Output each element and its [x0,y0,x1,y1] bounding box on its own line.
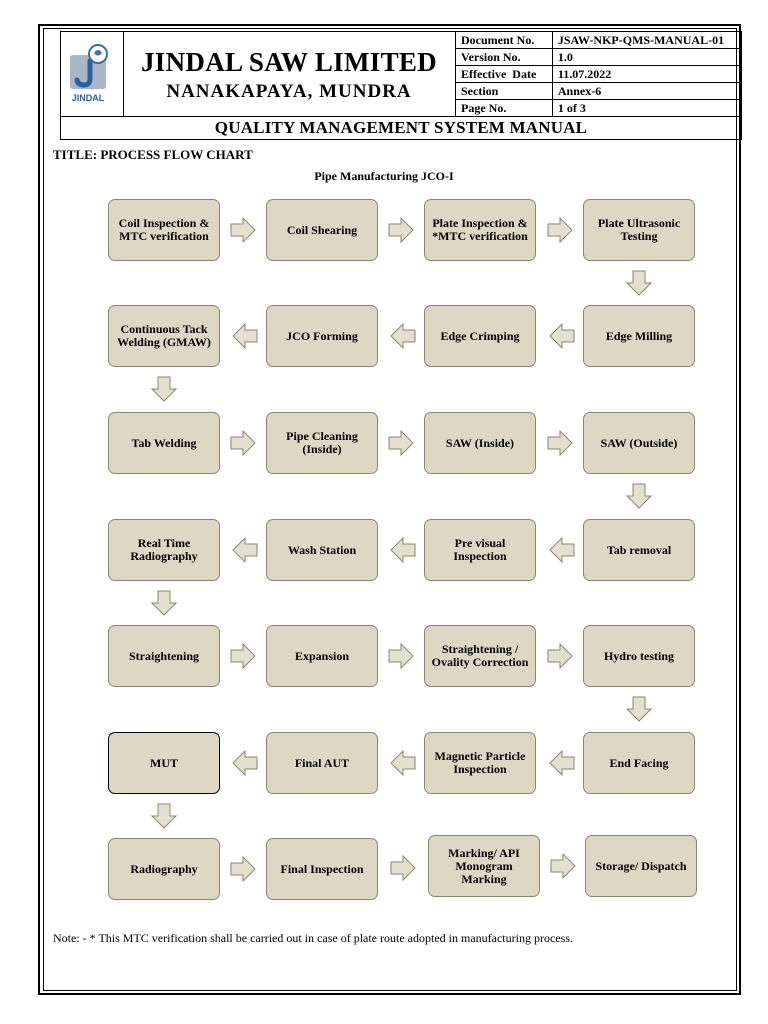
arrow-right-icon [230,430,256,456]
flow-step-tab-removal: Tab removal [583,519,695,581]
meta-label: Section [456,83,553,100]
flow-step-tab-welding: Tab Welding [108,412,220,474]
svg-text:JINDAL: JINDAL [71,93,105,103]
document-meta-table [455,31,742,117]
flow-step-tack-welding: Continuous Tack Welding (GMAW) [108,305,220,367]
flow-step-final-inspection: Final Inspection [266,838,378,900]
flow-step-expansion: Expansion [266,625,378,687]
arrow-down-icon [151,803,177,829]
arrow-left-icon [232,323,258,349]
meta-label: Effective Date [456,66,553,83]
flow-step-edge-milling: Edge Milling [583,305,695,367]
arrow-left-icon [390,537,416,563]
arrow-left-icon [232,750,258,776]
flow-step-radiography: Radiography [108,838,220,900]
flow-step-final-aut: Final AUT [266,732,378,794]
meta-value: 1.0 [552,49,741,66]
arrow-down-icon [626,270,652,296]
flow-step-coil-shearing: Coil Shearing [266,199,378,261]
arrow-right-icon [550,853,576,879]
arrow-right-icon [230,856,256,882]
meta-row [456,32,742,49]
arrow-left-icon [549,323,575,349]
arrow-right-icon [547,430,573,456]
arrow-down-icon [151,590,177,616]
chart-subtitle: Pipe Manufacturing JCO-I [314,169,454,183]
company-name: JINDAL SAW LIMITED [141,47,437,77]
flow-step-saw-outside: SAW (Outside) [583,412,695,474]
flow-step-real-time-radiography: Real Time Radiography [108,519,220,581]
flow-step-hydro-testing: Hydro testing [583,625,695,687]
flow-step-marking: Marking/ API Monogram Marking [428,835,540,897]
arrow-right-icon [390,855,416,881]
manual-title: QUALITY MANAGEMENT SYSTEM MANUAL [60,117,742,140]
arrow-right-icon [388,643,414,669]
flow-step-wash-station: Wash Station [266,519,378,581]
meta-value: JSAW-NKP-QMS-MANUAL-01 [552,32,741,49]
flow-step-coil-inspection: Coil Inspection & MTC verification [108,199,220,261]
company-cell [124,31,454,117]
footnote: Note: - * This MTC verification shall be carried out in case of plate route adopted in manufacturing process. [53,931,573,945]
arrow-right-icon [230,643,256,669]
meta-label: Document No. [456,32,553,49]
meta-row [456,66,742,83]
arrow-left-icon [549,750,575,776]
arrow-right-icon [388,430,414,456]
flow-step-jco-forming: JCO Forming [266,305,378,367]
flow-step-plate-inspection: Plate Inspection & *MTC verification [424,199,536,261]
document-title: TITLE: PROCESS FLOW CHART [53,147,253,162]
arrow-right-icon [230,217,256,243]
arrow-right-icon [547,643,573,669]
flow-step-pre-visual-inspection: Pre visual Inspection [424,519,536,581]
flow-step-ovality-correction: Straightening / Ovality Correction [424,625,536,687]
flow-step-edge-crimping: Edge Crimping [424,305,536,367]
flow-step-pipe-cleaning: Pipe Cleaning (Inside) [266,412,378,474]
company-location: NANAKAPAYA, MUNDRA [166,81,412,102]
flow-step-saw-inside: SAW (Inside) [424,412,536,474]
arrow-right-icon [547,217,573,243]
flow-step-mut: MUT [108,732,220,794]
meta-value: 11.07.2022 [552,66,741,83]
arrow-right-icon [388,217,414,243]
document-header [60,31,742,140]
meta-label: Page No. [456,100,553,117]
flow-step-storage-dispatch: Storage/ Dispatch [585,835,697,897]
arrow-left-icon [390,750,416,776]
arrow-left-icon [390,323,416,349]
meta-row [456,100,742,117]
arrow-down-icon [626,483,652,509]
flow-step-straightening: Straightening [108,625,220,687]
arrow-left-icon [549,537,575,563]
arrow-left-icon [232,537,258,563]
logo-cell [60,31,124,117]
flow-step-magnetic-particle-inspection: Magnetic Particle Inspection [424,732,536,794]
meta-row [456,49,742,66]
jindal-logo-icon [60,31,124,117]
flow-step-end-facing: End Facing [583,732,695,794]
arrow-down-icon [626,696,652,722]
arrow-down-icon [151,376,177,402]
flow-step-plate-ultrasonic-testing: Plate Ultrasonic Testing [583,199,695,261]
meta-value: Annex-6 [552,83,741,100]
meta-row [456,83,742,100]
meta-value: 1 of 3 [552,100,741,117]
meta-label: Version No. [456,49,553,66]
